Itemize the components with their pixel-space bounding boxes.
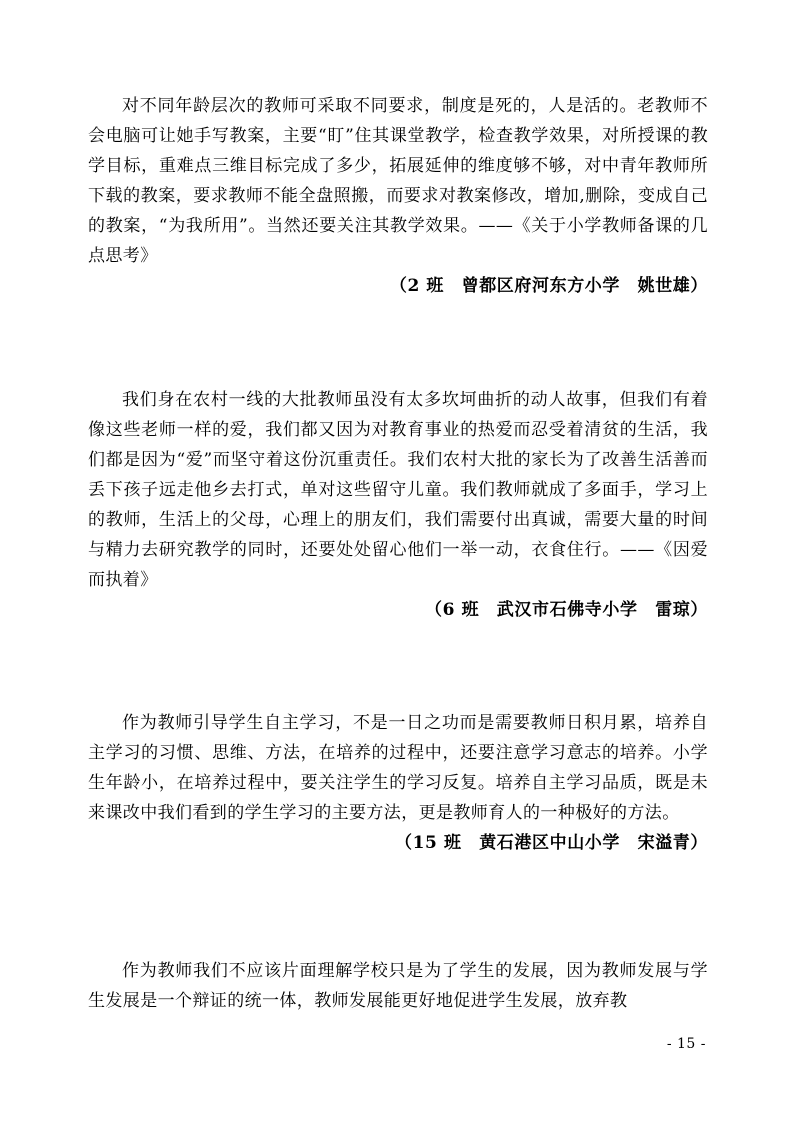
entry-2 (88, 385, 708, 625)
entry-1 (88, 91, 708, 301)
entry-3-paragraph: 作为教师引导学生自主学习，不是一日之功而是需要教师日积月累，培养自主学习的习惯、思维、方法，在培养的过程中，还要注意学习意志的培养。小学生年龄小，在培养过程中，要关注学生的学习反复。培养自主学习品质，既是未来课改中我们看到的学生学习的主要方法，更是教师育人的一种极好的方法。 (88, 713, 708, 823)
entry-1-attribution: （2 班 曾都区府河东方小学 姚世雄） (389, 276, 708, 296)
entry-4-paragraph: 作为教师我们不应该片面理解学校只是为了学生的发展，因为教师发展与学生发展是一个辩证的统一体，教师发展能更好地促进学生发展，放弃教 (88, 961, 708, 1011)
entry-1-paragraph: 对不同年龄层次的教师可采取不同要求，制度是死的，人是活的。老教师不会电脑可让她手写教案，主要“盯”住其课堂教学，检查教学效果，对所授课的教学目标，重难点三维目标完成了多少，拓展延伸的维度够不够，对中青年教师所下载的教案，要求教师不能全盘照搬，而要求对教案修改，增加,删除，变成自己的教案，“为我所用”。当然还要关注其教学效果。——《关于小学教师备课的几点思考》 (88, 96, 708, 266)
entry-2-paragraph: 我们身在农村一线的大批教师虽没有太多坎坷曲折的动人故事，但我们有着像这些老师一样的爱，我们都又因为对教育事业的热爱而忍受着清贫的生活，我们都是因为“爱”而坚守着这份沉重责任。我们农村大批的家长为了改善生活善而丢下孩子远走他乡去打式，单对这些留守儿童。我们教师就成了多面手，学习上的教师，生活上的父母，心理上的朋友们，我们需要付出真诚，需要大量的时间与精力去研究教学的同时，还要处处留心他们一举一动，衣食住行。——《因爱而执着》 (88, 390, 708, 590)
entry-3 (88, 708, 708, 858)
page-number: - 15 - (666, 1036, 706, 1052)
entry-2-attribution: （6 班 武汉市石佛寺小学 雷琼） (425, 600, 708, 620)
entry-4 (88, 956, 708, 1016)
entry-3-attribution: （15 班 黄石港区中山小学 宋溢青） (395, 833, 708, 853)
